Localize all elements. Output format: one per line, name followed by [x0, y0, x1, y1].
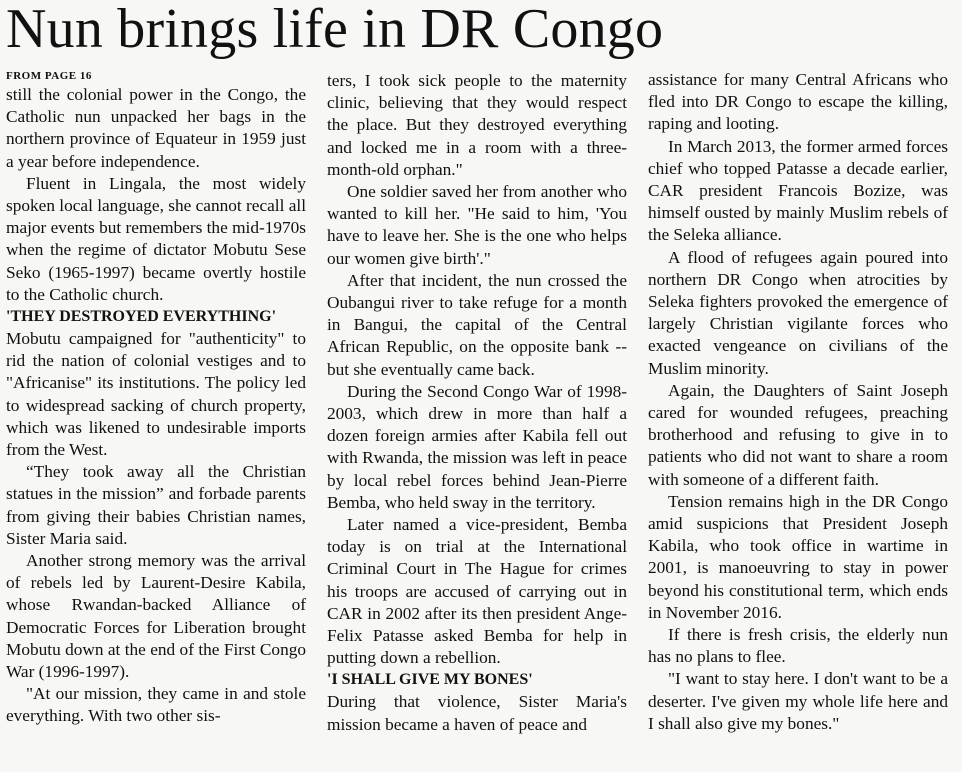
paragraph: In March 2013, the former armed forces chief who topped Patasse a decade earlier, CAR president Francois Bozize, was himself ousted by mainly Muslim rebels of the Seleka alliance.: [648, 136, 948, 245]
paragraph: A flood of refugees again poured into northern DR Congo when atrocities by Seleka fighters provoked the emergence of largely Christian vigilante forces who exacted vengeance on civilians of the Muslim minority.: [648, 247, 948, 378]
paragraph: "At our mission, they came in and stole everything. With two other sis-: [6, 684, 306, 726]
column-2: [327, 70, 627, 736]
column-1: [6, 69, 306, 728]
paragraph: During that violence, Sister Maria's mission became a haven of peace and: [327, 692, 627, 734]
paragraph: Later named a vice-president, Bemba today is on trial at the International Criminal Court in The Hague for crimes his troops are accused of carrying out in CAR in 2002 after its then president Ange-Felix Patasse asked Bemba for help in putting down a rebellion.: [327, 515, 627, 668]
paragraph: ters, I took sick people to the maternity clinic, believing that they would respect the place. But they destroyed everything and locked me in a room with a three-month-old orphan.": [327, 71, 627, 179]
subhead: 'I SHALL GIVE MY BONES': [327, 671, 533, 689]
paragraph: assistance for many Central Africans who fled into DR Congo to escape the killing, raping and looting.: [648, 70, 948, 134]
paragraph: Fluent in Lingala, the most widely spoken local language, she cannot recall all major events but remembers the mid-1970s when the regime of dictator Mobutu Sese Seko (1965-1997) became overtly hostile to the Catholic church.: [6, 173, 306, 304]
paragraph: During the Second Congo War of 1998-2003, which drew in more than half a dozen foreign armies after Kabila fell out with Rwanda, the mission was left in peace by local rebel forces behind Jean-Pierre Bemba, who held sway in the territory.: [327, 381, 627, 512]
headline: Nun brings life in DR Congo: [6, 0, 664, 60]
paragraph: still the colonial power in the Congo, the Catholic nun unpacked her bags in the northern province of Equateur in 1959 just a year before independence.: [6, 85, 306, 171]
column-3: [648, 69, 948, 735]
paragraph: “They took away all the Christian statues in the mission” and forbade parents from giving their babies Christian names, Sister Maria said.: [6, 462, 306, 548]
paragraph: After that incident, the nun crossed the Oubangui river to take refuge for a month in Bangui, the capital of the Central African Republic, on the opposite bank -- but she eventually came back.: [327, 270, 627, 379]
paragraph: Another strong memory was the arrival of rebels led by Laurent-Desire Kabila, whose Rwandan-backed Alliance of Democratic Forces for Liberation brought Mobutu down at the end of the First Congo War (1996-1997).: [6, 551, 306, 682]
paragraph: Tension remains high in the DR Congo amid suspicions that President Joseph Kabila, who took office in wartime in 2001, is manoeuvring to stay in power beyond his constitutional term, which ends in November 2016.: [648, 491, 948, 622]
paragraph: If there is fresh crisis, the elderly nun has no plans to flee.: [648, 625, 948, 667]
continued-from-label: FROM PAGE 16: [6, 70, 92, 82]
paragraph: Again, the Daughters of Saint Joseph cared for wounded refugees, preaching brotherhood and refusing to give in to patients who did not want to share a room with someone of a different faith.: [648, 380, 948, 489]
paragraph: Mobutu campaigned for "authenticity" to rid the nation of colonial vestiges and to "Africanise" its institutions. The policy led to widespread sacking of church property, which was likened to undesirable imports from the West.: [6, 329, 306, 460]
paragraph: One soldier saved her from another who wanted to kill her. "He said to him, 'You have to leave her. She is the one who helps our women give birth'.": [327, 182, 627, 268]
subhead: 'THEY DESTROYED EVERYTHING': [6, 308, 277, 326]
paragraph: "I want to stay here. I don't want to be a deserter. I've given my whole life here and I shall also give my bones.": [648, 669, 948, 733]
